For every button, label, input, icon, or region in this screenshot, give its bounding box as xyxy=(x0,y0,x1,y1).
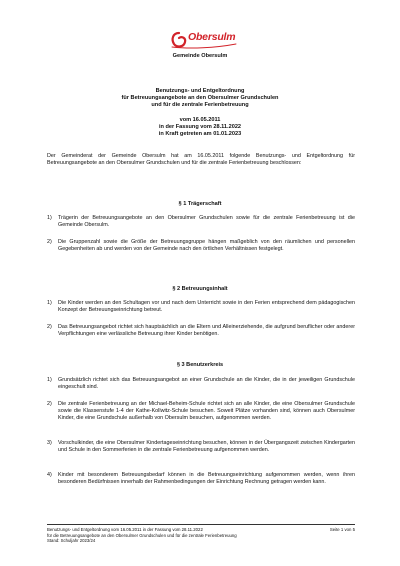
item-number: 1) xyxy=(47,377,52,383)
list-item xyxy=(47,377,355,391)
list-item xyxy=(47,215,355,229)
list-item xyxy=(47,324,355,338)
section-heading: § 2 Betreuungsinhalt xyxy=(172,286,228,292)
item-number: 2) xyxy=(47,401,52,407)
page-number: Seite 1 von 5 xyxy=(329,527,355,532)
date-line: in Kraft getreten am 01.01.2023 xyxy=(158,131,242,137)
item-text: Vorschulkinder, die eine Obersulmer Kindertageseinrichtung besuchen, können in der Übergangszeit zwischen Kindergarten und Schule in den Sommerferien in die zentrale Ferienbetreuung aufgenommen werden. xyxy=(58,440,355,453)
municipality-name: Gemeinde Obersulm xyxy=(172,53,228,59)
title-line: Benutzungs- und Entgeltordnung xyxy=(155,88,245,94)
list-item xyxy=(47,472,355,486)
intro-paragraph: Der Gemeinderat der Gemeinde Obersulm hat am 16.05.2011 folgende Benutzungs- und Entgeltordnung für Betreuungsangebote an den Obersulmer Grundschulen und für die zentrale Ferienbetreuung beschlossen: xyxy=(47,153,355,166)
date-line: in der Fassung vom 28.11.2022 xyxy=(158,124,242,130)
item-number: 1) xyxy=(47,300,52,306)
item-number: 1) xyxy=(47,215,52,221)
footer-line: Benutzungs- und Entgeltordnung vom 16.05.2011 in der Fassung vom 28.11.2022 xyxy=(47,527,203,532)
list-item xyxy=(47,300,355,314)
footer-line: Stand: Schuljahr 2023/24 xyxy=(47,538,96,543)
item-text: Grundsätzlich richtet sich das Betreuungsangebot an einer Grundschule an die Kinder, die in der jeweiligen Grundschule eingeschult sind. xyxy=(58,377,355,390)
title-line: für Betreuungsangebote an den Obersulmer Grundschulen xyxy=(121,95,279,101)
item-number: 2) xyxy=(47,239,52,245)
list-item xyxy=(47,440,355,454)
title-line: und für die zentrale Ferienbetreuung xyxy=(151,102,249,108)
logo-wordmark: Obersulm xyxy=(188,31,236,43)
item-text: Die Gruppenzahl sowie die Größe der Betreuungsgruppe hängen maßgeblich von den räumlichen und personellen Gegebenheiten ab und werden von der Gemeinde nach den örtlichen Verhältnissen festgelegt. xyxy=(58,239,355,252)
item-text: Trägerin der Betreuungsangebote an den Obersulmer Grundschulen sowie für die zentrale Ferienbetreuung ist die Gemeinde Obersulm. xyxy=(58,215,355,228)
obersulm-logo xyxy=(170,30,240,50)
item-text: Die Kinder werden an den Schultagen vor und nach dem Unterricht sowie in den Ferien entsprechend dem pädagogischen Konzept der Betreuungseinrichtung betreut. xyxy=(58,300,355,313)
list-item xyxy=(47,401,355,422)
document-title xyxy=(0,88,400,109)
item-number: 2) xyxy=(47,324,52,330)
date-line: vom 16.05.2011 xyxy=(179,117,221,123)
item-text: Kinder mit besonderem Betreuungsbedarf können in die Betreuungseinrichtung aufgenommen werden, wenn ihren besonderen Bedürfnissen innerhalb der Rahmenbedingungen der Einrichtung Rechnung getragen werden kann. xyxy=(58,472,355,485)
item-text: Das Betreuungsangebot richtet sich hauptsächlich an die Eltern und Alleinerziehende, die aufgrund beruflicher oder anderer Verpflichtungen eine verlässliche Betreuung ihrer Kinder benötigen. xyxy=(58,324,355,337)
item-number: 3) xyxy=(47,440,52,446)
footer-info xyxy=(47,527,307,544)
section-heading: § 1 Trägerschaft xyxy=(178,201,222,207)
list-item xyxy=(47,239,355,253)
footer-divider xyxy=(47,524,355,525)
footer-line: für die Betreuungsangebote an den Obersulmer Grundschulen und für die zentrale Ferienbetreuung xyxy=(47,532,237,538)
item-text: Die zentrale Ferienbetreuung an der Michael-Beheim-Schule richtet sich an alle Kinder, die eine Obersulmer Grundschule sowie die Klassenstufe 1-4 der Kathe-Kollwitz-Schule besuchen. Soweit Plätze vorhanden sind, können auch Obersulmer Kinder, die eine Grundschule außerhalb von Obersulm besuchen, aufgenommen werden. xyxy=(58,401,355,421)
item-number: 4) xyxy=(47,472,52,478)
section-heading: § 3 Benutzerkreis xyxy=(176,362,224,368)
document-dates xyxy=(0,117,400,138)
